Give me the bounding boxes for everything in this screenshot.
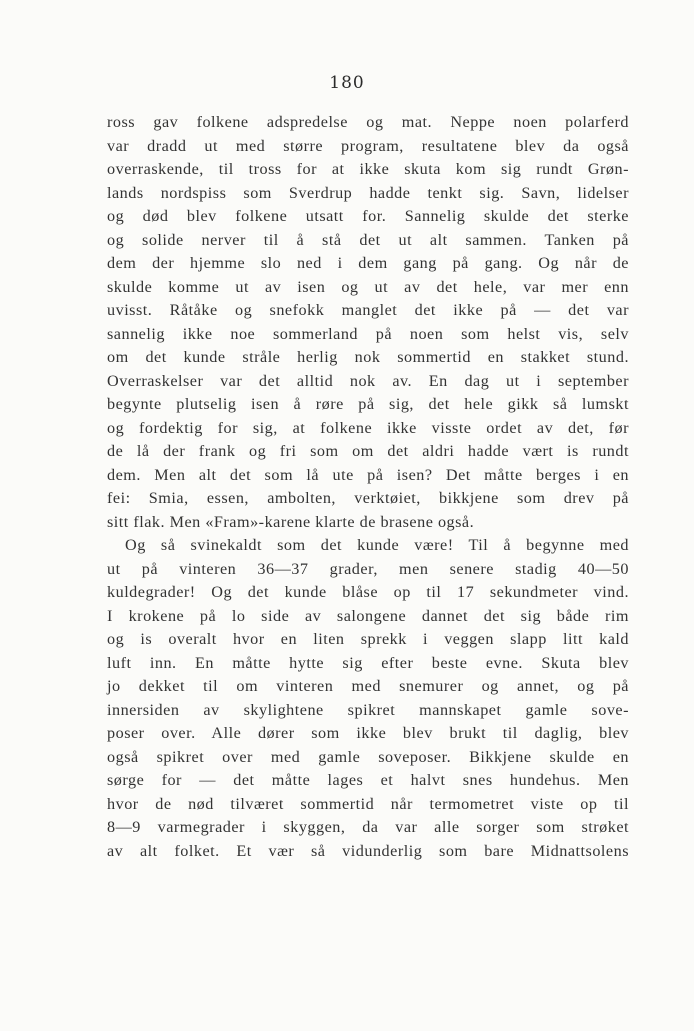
text-line: og død blev folkene utsatt for. Sannelig skulde det sterke (107, 207, 629, 225)
text-line: dem. Men alt det som lå ute på isen? Det måtte berges i en (107, 465, 629, 484)
text-line: I krokene på lo side av salongene dannet det sig både rim (107, 606, 629, 625)
text-line: innersiden av skylightene spikret mannskapet gamle sove- (107, 700, 629, 719)
text-line: dem der hjemme slo ned i dem gang på gang. Og når de (107, 254, 629, 272)
text-line: og solide nerver til å stå det ut alt sammen. Tanken på (107, 230, 629, 249)
text-line: Overraskelser var det alltid nok av. En dag ut i september (107, 371, 629, 390)
text-line: også spikret over med gamle soveposer. Bikkjene skulde en (107, 747, 629, 766)
text-line: luft inn. En måtte hytte sig efter beste evne. Skuta blev (107, 653, 629, 672)
text-line: sørge for — det måtte lages et halvt snes hundehus. Men (107, 771, 629, 789)
text-line: jo dekket til om vinteren med snemurer og annet, og på (107, 677, 629, 695)
text-line: 8—9 varmegrader i skyggen, da var alle sorger som strøket (107, 818, 629, 836)
body-text (107, 111, 629, 863)
text-line: sitt flak. Men «Fram»-karene klarte de brasene også. (107, 512, 475, 531)
text-line: var dradd ut med større program, resultatene blev da også (107, 136, 629, 155)
text-line: av alt folket. Et vær så vidunderlig som bare Midnattsolens (107, 841, 629, 860)
text-line: begynte plutselig isen å røre på sig, det hele gikk så lumskt (107, 395, 629, 413)
text-line: og is overalt hvor en liten sprekk i veggen slapp litt kald (107, 630, 629, 648)
text-line: om det kunde stråle herlig nok sommertid en stakket stund. (107, 348, 629, 366)
text-line: uvisst. Råtåke og snefokk manglet det ikke på — det var (107, 301, 629, 319)
text-line: overraskende, til tross for at ikke skuta kom sig rundt Grøn- (107, 160, 629, 178)
text-line: skulde komme ut av isen og ut av det hele, var mer enn (107, 277, 629, 296)
text-line: fei: Smia, essen, ambolten, verktøiet, bikkjene som drev på (107, 489, 629, 507)
text-line: kuldegrader! Og det kunde blåse op til 17 sekundmeter vind. (107, 583, 629, 601)
text-line: ut på vinteren 36—37 grader, men senere stadig 40—50 (107, 559, 629, 578)
text-line: lands nordspiss som Sverdrup hadde tenkt sig. Savn, lidelser (107, 183, 629, 202)
text-line: sannelig ikke noe sommerland på noen som helst vis, selv (107, 324, 629, 343)
text-line: de lå der frank og fri som om det aldri hadde vært is rundt (107, 442, 629, 460)
page-number: 180 (329, 73, 365, 93)
text-line: poser over. Alle dører som ikke blev brukt til daglig, blev (107, 724, 629, 742)
text-line: hvor de nød tilværet sommertid når termometret viste op til (107, 794, 629, 813)
text-line: Og så svinekaldt som det kunde være! Til å begynne med (125, 536, 629, 554)
text-line: og fordektig for sig, at folkene ikke visste ordet av det, før (107, 418, 629, 437)
text-line: ross gav folkene adspredelse og mat. Neppe noen polarferd (107, 113, 629, 131)
